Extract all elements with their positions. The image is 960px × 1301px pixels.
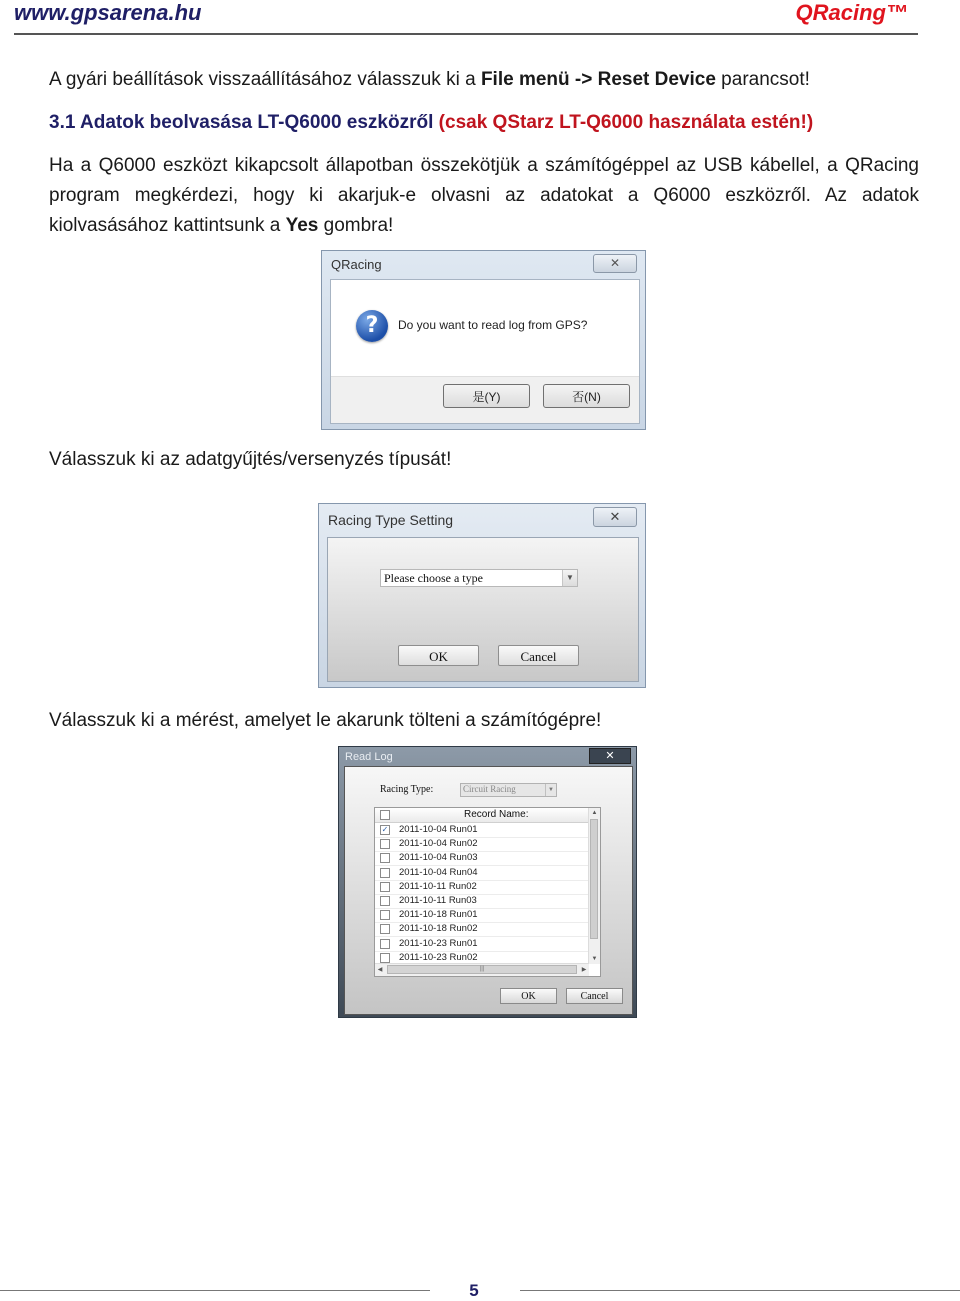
close-icon[interactable]: ✕ xyxy=(589,748,631,764)
scroll-up-icon[interactable]: ▲ xyxy=(591,810,598,816)
vertical-scrollbar[interactable] xyxy=(588,808,600,964)
dialog-title: Racing Type Setting xyxy=(328,512,454,528)
record-name: 2011-10-11 Run03 xyxy=(399,895,477,906)
qracing-dialog xyxy=(321,250,646,430)
racing-type-select[interactable] xyxy=(460,783,557,797)
page-number: 5 xyxy=(469,1281,479,1300)
scroll-thumb[interactable]: ||| xyxy=(387,965,577,974)
close-icon[interactable]: ✕ xyxy=(593,507,637,527)
close-icon[interactable]: ✕ xyxy=(593,254,637,273)
yes-button[interactable]: 是(Y) xyxy=(443,384,530,408)
header-divider xyxy=(14,33,918,35)
record-name: 2011-10-04 Run04 xyxy=(399,866,478,878)
record-checkbox[interactable] xyxy=(380,896,390,906)
record-row[interactable] xyxy=(375,894,589,909)
racing-type-dialog xyxy=(318,503,646,688)
question-icon: ? xyxy=(356,310,388,342)
select-all-checkbox[interactable] xyxy=(380,810,390,820)
record-row[interactable] xyxy=(375,937,589,952)
select-instruction: Válasszuk ki a mérést, amelyet le akarunk tölteni a számítógépre! xyxy=(49,710,602,731)
yes-emphasis: Yes xyxy=(285,215,319,236)
record-checkbox[interactable] xyxy=(380,939,390,949)
dialog-body xyxy=(330,279,640,424)
connect-instruction: Ha a Q6000 eszközt kikapcsolt állapotban összekötjük a számítógéppel az USB kábellel, a QRacing program megkérdezi, hogy ki akarjuk-e olvasni az adatokat a Q6000 eszközről. Az adatok kiolvasásához kattintsunk a Yes gombra! xyxy=(49,155,919,236)
record-name: 2011-10-04 Run03 xyxy=(399,852,478,864)
record-name: 2011-10-18 Run02 xyxy=(399,923,478,935)
dialog-body xyxy=(327,537,639,682)
record-name: 2011-10-18 Run01 xyxy=(399,909,478,921)
record-row[interactable] xyxy=(375,880,589,895)
record-checkbox[interactable] xyxy=(380,924,390,934)
record-name: 2011-10-04 Run02 xyxy=(399,838,478,850)
record-row[interactable] xyxy=(375,851,589,866)
reset-instruction: A gyári beállítások visszaállításához válasszuk ki a File menü -> Reset Device parancsot! xyxy=(49,69,810,90)
record-checkbox[interactable] xyxy=(380,853,390,863)
cancel-button[interactable]: Cancel xyxy=(498,645,579,666)
racing-type-label: Racing Type: xyxy=(380,784,434,795)
menu-path: File menü -> Reset Device xyxy=(480,69,716,90)
record-name: 2011-10-04 Run01 xyxy=(399,824,478,835)
record-checkbox[interactable] xyxy=(380,882,390,892)
horizontal-scrollbar[interactable] xyxy=(375,963,589,976)
chevron-down-icon[interactable]: ▼ xyxy=(562,570,577,586)
record-row[interactable] xyxy=(375,908,589,923)
record-checkbox[interactable] xyxy=(380,868,390,878)
record-row[interactable] xyxy=(375,866,589,881)
record-name: 2011-10-23 Run02 xyxy=(399,951,478,963)
record-checkbox[interactable] xyxy=(380,839,390,849)
racing-type-select-value: Please choose a type xyxy=(384,571,483,585)
record-row[interactable] xyxy=(375,922,589,937)
scroll-down-icon[interactable]: ▼ xyxy=(591,956,598,962)
no-button[interactable]: 否(N) xyxy=(543,384,630,408)
section-subheading: (csak QStarz LT-Q6000 használata estén!) xyxy=(438,112,814,133)
chevron-down-icon[interactable]: ▼ xyxy=(545,784,556,796)
dialog-message: Do you want to read log from GPS? xyxy=(398,318,588,332)
scroll-left-icon[interactable]: ◀ xyxy=(377,967,383,973)
type-instruction: Válasszuk ki az adatgyűjtés/versenyzés típusát! xyxy=(49,449,452,470)
record-checkbox[interactable] xyxy=(380,910,390,920)
dialog-body xyxy=(344,766,633,1015)
list-header xyxy=(375,808,589,823)
racing-type-select[interactable] xyxy=(380,569,578,587)
record-list xyxy=(374,807,601,977)
ok-button[interactable]: OK xyxy=(500,988,557,1004)
record-checkbox[interactable]: ✓ xyxy=(381,825,389,834)
scroll-thumb[interactable] xyxy=(590,819,598,939)
record-row[interactable] xyxy=(375,837,589,852)
record-row[interactable] xyxy=(375,823,589,838)
record-name: 2011-10-11 Run02 xyxy=(399,880,477,892)
cancel-button[interactable]: Cancel xyxy=(566,988,623,1004)
ok-button[interactable]: OK xyxy=(398,645,479,666)
scroll-right-icon[interactable]: ▶ xyxy=(581,967,587,973)
racing-type-value: Circuit Racing xyxy=(463,784,516,794)
dialog-title: Read Log xyxy=(345,751,393,763)
read-log-dialog xyxy=(338,746,637,1018)
section-heading: 3.1 Adatok beolvasása LT-Q6000 eszközről (csak QStarz LT-Q6000 használata estén!) xyxy=(49,112,814,133)
record-name-header: Record Name: xyxy=(464,809,529,820)
product-name: QRacing™ xyxy=(795,0,908,25)
dialog-title: QRacing xyxy=(331,257,382,272)
record-checkbox[interactable] xyxy=(380,953,390,963)
record-name: 2011-10-23 Run01 xyxy=(399,937,478,949)
site-name: www.gpsarena.hu xyxy=(14,0,202,25)
